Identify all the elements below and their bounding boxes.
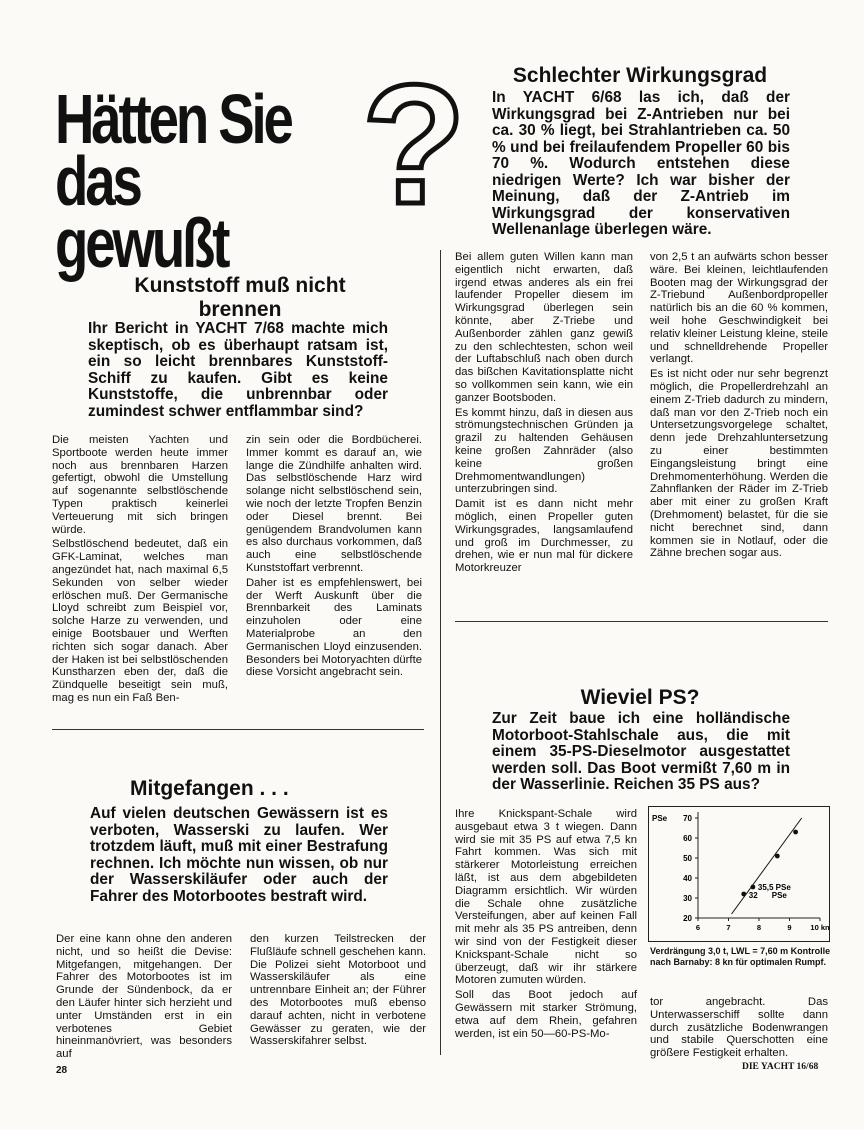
y-tick-label: 30 xyxy=(683,894,692,903)
paragraph: Selbstlöschend bedeutet, daß ein GFK-Laminat, welches man angezündet hat, nach maximal 6,5 Sekunden von selber wieder erlöschen muß. Der Germanische Lloyd schreibt zum Beispiel vor, solche Harze zu verwenden, und einige Bootsbauer und Werften richten sich sogar danach. Aber der Haken ist bei selbstlöschenden Kunstharzen eben der, daß die Zündquelle beseitigt sein muß, mag es nun ein Faß Ben- xyxy=(52,538,228,704)
paragraph: Der eine kann ohne den anderen nicht, und so heißt die Devise: Mitgefangen, mitgehangen. Der Fahrer des Motorbootes ist im Grunde der Sündenbock, da er den Läufer hinter sich herzieht und unter Umständen erst in ein verbotenes Gebiet hineinmanövriert, was besonders auf xyxy=(56,933,232,1061)
page-number: 28 xyxy=(56,1065,68,1076)
paragraph: Bei allem guten Willen kann man eigentlich nicht erwarten, daß irgend etwas anderes als ein frei laufender Propeller diesem im Wirkungsgrad überlegen sein könnte, aber Z-Triebe und Außenborder zählen ganz gewiß zu den schlechtesten, schon weil der Luftabschluß nach oben durch das bißchen Kavitationsplatte nicht so vollkommen sein kann, wie ein ganzer Bootsboden. xyxy=(455,251,633,404)
paragraph: tor angebracht. Das Unterwasserschiff sollte dann durch zusätzliche Bodenwrangen und stabile Querschotten eine größere Festigkeit erhalten. xyxy=(650,996,828,1060)
paragraph: Die meisten Yachten und Sportboote werden heute immer noch aus brennbaren Harzen gefertigt, obwohl die Umstellung auf sogenannte selbstlöschende Typen praktisch keinerlei Verteuerung mit sich bringen würde. xyxy=(52,434,228,536)
paragraph: Soll das Boot jedoch auf Gewässern mit starker Strömung, etwa auf dem Rhein, gefahren werden, ist ein 50—60-PS-Mo- xyxy=(455,989,637,1040)
chart-svg xyxy=(648,806,830,942)
section-divider xyxy=(52,729,424,730)
section-divider xyxy=(455,621,828,622)
power-speed-diagram xyxy=(648,806,830,942)
data-point xyxy=(775,854,780,859)
article-body-wirkungsgrad-col2 xyxy=(650,251,828,562)
point-label: PSe xyxy=(771,891,787,900)
y-tick-label: 70 xyxy=(683,814,692,823)
paragraph: Es kommt hinzu, daß in diesen aus strömungstechnischen Gründen ja grazil zu haltenden Gehäusen keine großen Zahnräder (also keine großen Drehmomentwandlungen) unterzubringen sind. xyxy=(455,406,633,496)
article-body-ps-col2 xyxy=(650,996,828,1062)
article-body-ps-col1 xyxy=(455,808,637,1042)
article-title-ps: Wieviel PS? xyxy=(580,686,700,709)
y-tick-label: 40 xyxy=(683,874,692,883)
article-body-mitgefangen-col1 xyxy=(56,933,232,1063)
masthead-title xyxy=(55,80,320,282)
paragraph: den kurzen Teilstrecken der Flußläufe schnell geschehen kann. Die Polizei sieht Motorboot und Wasserskiläufer als eine untrennbare Einheit an; der Führer des Motorbootes muß ebenso darauf achten, nicht in verbotene Gewässer zu geraten, wie der Wasserskifahrer selbst. xyxy=(250,933,426,1048)
paragraph: Daher ist es empfehlenswert, bei der Werft Auskunft über die Brennbarkeit des Laminats einzuholen oder eine Materialprobe an den Germanischen Lloyd einzusenden. Besonders bei Motoryachten dürfte diese Vorsicht angebracht sein. xyxy=(246,576,422,679)
masthead-line-1: Hätten Sie xyxy=(55,80,291,158)
x-tick-label: 6 xyxy=(695,923,701,932)
x-tick-label: 9 xyxy=(787,923,792,932)
paragraph: von 2,5 t an aufwärts schon besser wäre. Bei kleinen, leichtlaufenden Booten mag der Wirkungsgrad der Z-Triebund Außenbordpropeller natürlich bis an die 60 % kommen, weil hohe Geschwindigkeit bei relativ kleiner Leistung kleine, steile und schnelldrehende Propeller verlangt. xyxy=(650,251,828,366)
chart-caption: Verdrängung 3,0 t, LWL = 7,60 m Kontrolle nach Barnaby: 8 kn für optimalen Rumpf. xyxy=(650,946,831,967)
paragraph: Damit ist es dann nicht mehr möglich, einen Propeller guten Wirkungsgrades, langsamlaufend und groß im Durchmesser, zu drehen, wie er nun mal für dickere Motorkreuzer xyxy=(455,498,633,575)
paragraph: Es ist nicht oder nur sehr begrenzt möglich, die Propellerdrehzahl an einem Z-Trieb dadurch zu mindern, daß man vor den Z-Trieb noch ein Untersetzungsvorgelege schaltet, denn jede Drehzahluntersetzung zu einer bestimmten Eingangsleistung bringt eine Drehmomenterhöhung. Werden die Zahnflanken der Räder im Z-Trieb aber mit einer zu großen Kraft (Drehmoment) belastet, für die sie nicht berechnet sind, dann kommen sie in Notlauf, oder die Zähne brechen sogar aus. xyxy=(650,368,828,560)
point-label: 32 xyxy=(748,891,758,900)
article-title-kunststoff: Kunststoff muß nicht brennen xyxy=(134,274,346,321)
column-divider xyxy=(440,250,441,1055)
x-tick-label: 10 kn xyxy=(810,923,830,932)
y-tick-label: 60 xyxy=(683,834,692,843)
article-lead-wirkungsgrad: In YACHT 6/68 las ich, daß der Wirkungsgrad bei Z-Antrieben nur bei ca. 30 % liegt, bei Strahlantrieben ca. 50 % und bei freilaufendem Propeller 60 bis 70 %. Wodurch entstehen diese niedrigen Werte? Ich war bisher der Meinung, daß der Z-Antrieb im Wirkungsgrad der konservativen Wellenanlage überlegen wäre. xyxy=(492,89,790,238)
masthead-question-mark: ? xyxy=(362,50,466,240)
y-axis-label: PSe xyxy=(652,814,668,823)
data-point xyxy=(751,885,756,890)
article-lead-kunststoff: Ihr Bericht in YACHT 7/68 machte mich skeptisch, ob es überhaupt ratsam ist, ein so leicht brennbares Kunststoff-Schiff zu kaufen. Gibt es keine Kunststoffe, die unbrennbar oder zumindest schwer entflammbar sind? xyxy=(88,320,388,420)
y-tick-label: 50 xyxy=(683,854,692,863)
series-line xyxy=(732,818,802,914)
article-body-kunststoff-col2 xyxy=(246,434,422,681)
article-body-mitgefangen-col2 xyxy=(250,933,426,1050)
article-body-kunststoff-col1 xyxy=(52,434,228,707)
magazine-issue: DIE YACHT 16/68 xyxy=(742,1062,819,1072)
x-tick-label: 8 xyxy=(756,923,762,932)
chart-frame xyxy=(649,807,830,942)
paragraph: Ihre Knickspant-Schale wird ausgebaut etwa 3 t wiegen. Dann wird sie mit 35 PS auf etwa 7,5 kn Fahrt kommen. Was sich mit stärkerer Motorleistung erreichen läßt, ist aus dem abgebildeten Diagramm ersichtlich. Wir würden die Schale ohne zusätzliche Versteifungen, aber auf keinen Fall mit mehr als 35 PS antreiben, denn wir sind von der Festigkeit dieser Knickspant-Schale nicht so überzeugt, daß wir ihr stärkere Motoren zumuten würden. xyxy=(455,808,637,987)
point-label: 35,5 PSe xyxy=(757,883,791,892)
article-body-wirkungsgrad-col1 xyxy=(455,251,633,577)
article-lead-ps: Zur Zeit baue ich eine holländische Motorboot-Stahlschale aus, die mit einem 35-PS-Dieselmotor ausgestattet werden soll. Das Boot vermißt 7,60 m in der Wasserlinie. Reichen 35 PS aus? xyxy=(492,710,790,793)
article-title-mitgefangen: Mitgefangen . . . xyxy=(130,777,289,800)
article-title-wirkungsgrad: Schlechter Wirkungsgrad xyxy=(512,64,768,87)
data-point xyxy=(741,892,746,897)
paragraph: zin sein oder die Bordbücherei. Immer kommt es darauf an, wie lange die Zündhilfe anhalten wird. Das selbstlöschende Harz wird solange nicht selbstlöschend sein, wie noch der letzte Tropfen Benzin oder Diesel brennt. Bei genügendem Brandvolumen kann es also durchaus vorkommen, daß auch eine selbstlöschende Kunststoffart verbrennt. xyxy=(246,434,422,574)
data-point xyxy=(793,830,798,835)
article-lead-mitgefangen: Auf vielen deutschen Gewässern ist es verboten, Wasserski zu laufen. Wer trotzdem läuft, muß mit einer Bestrafung rechnen. Ich möchte nun wissen, ob nur der Wasserskiläufer oder auch der Fahrer des Motorbootes bestraft wird. xyxy=(90,805,388,905)
y-tick-label: 20 xyxy=(683,914,692,923)
x-tick-label: 7 xyxy=(726,923,731,932)
masthead-line-2: das gewußt xyxy=(55,142,228,282)
